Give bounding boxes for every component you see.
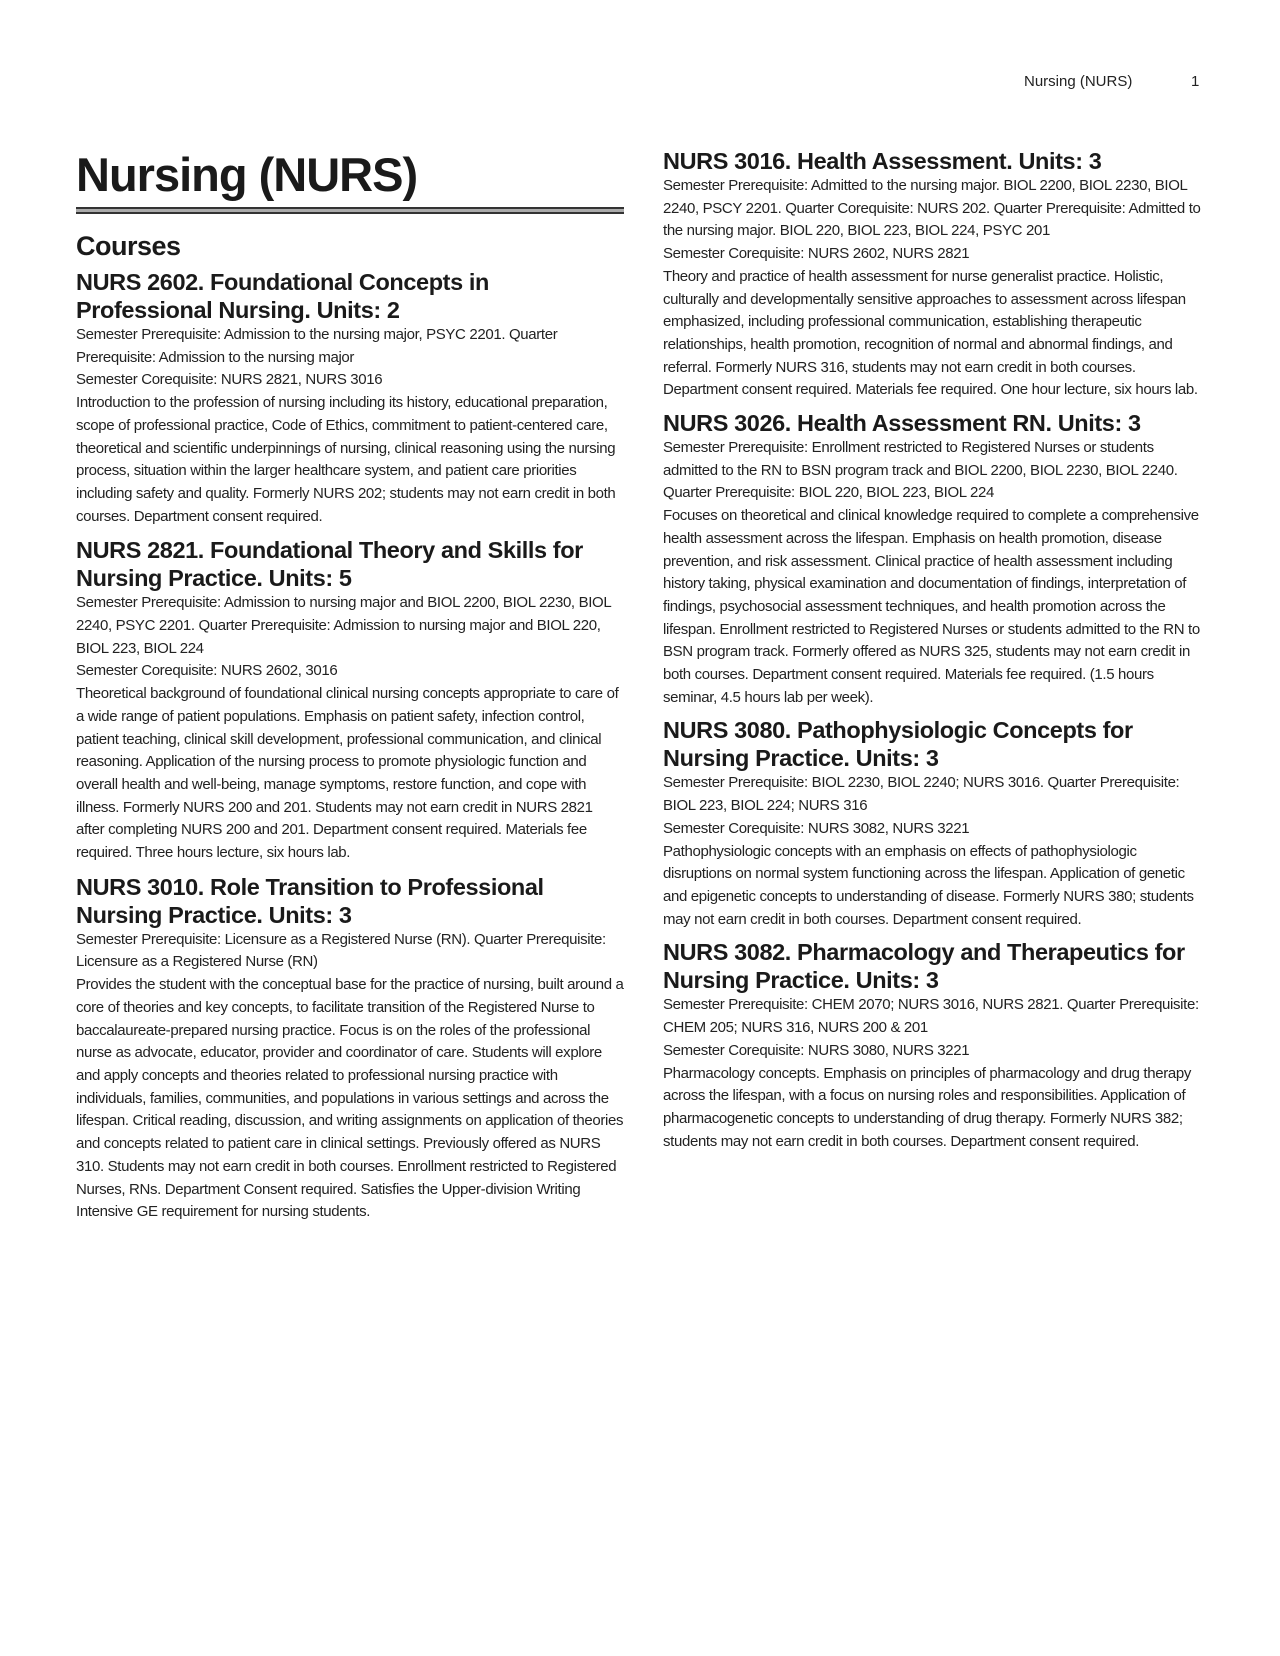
right-column [663, 147, 1203, 1160]
course-requisite: Semester Prerequisite: Enrollment restricted to Registered Nurses or students admitted to the RN to BSN program track and BIOL 2200, BIOL 2230, BIOL 2240. Quarter Prerequisite: BIOL 220, BIOL 223, BIOL 224 [663, 439, 1178, 502]
course-description: Provides the student with the conceptual base for the practice of nursing, built around a core of theories and key concepts, to facilitate transition of the Registered Nurse to baccalaureate-prepared nursing practice. Focus is on the roles of the professional nurse as advocate, educator, provider and coordinator of care. Students will explore and apply concepts and theories related to professional nursing practice with individuals, families, communities, and populations in various settings and across the lifespan. Critical reading, discussion, and writing assignments on application of theories and concepts related to patient care in clinical settings. Previously offered as NURS 310. Students may not earn credit in both courses. Enrollment restricted to Registered Nurses, RNs. Department Consent required. Satisfies the Upper-division Writing Intensive GE requirement for nursing students. [76, 976, 624, 1221]
course-requisite: Semester Corequisite: NURS 3080, NURS 3221 [663, 1041, 970, 1059]
course-requisite: Semester Prerequisite: Admission to the nursing major, PSYC 2201. Quarter Prerequisite: Admission to the nursing major [76, 326, 558, 366]
course-entry [663, 716, 1203, 931]
course-requisite: Semester Prerequisite: Admission to nursing major and BIOL 2200, BIOL 2230, BIOL 2240, PSYC 2201. Quarter Prerequisite: Admission to nursing major and BIOL 220, BIOL 223, BIOL 224 [76, 594, 611, 657]
left-column [76, 147, 624, 1232]
course-requisite: Semester Corequisite: NURS 2602, NURS 2821 [663, 245, 970, 263]
course-title: NURS 3016. Health Assessment. Units: 3 [663, 148, 1102, 174]
course-description: Theoretical background of foundational clinical nursing concepts appropriate to care of a wide range of patient populations. Emphasis on patient safety, infection control, patient teaching, clinical skill development, professional communication, and clinical reasoning. Application of the nursing process to promote physiologic function and overall health and well-being, manage symptoms, restore function, and cope with illness. Formerly NURS 200 and 201. Students may not earn credit in NURS 2821 after completing NURS 200 and 201. Department consent required. Materials fee required. Three hours lecture, six hours lab. [76, 685, 619, 862]
course-entry [76, 536, 624, 864]
course-requisite: Semester Corequisite: NURS 2602, 3016 [76, 662, 338, 680]
running-header-title: Nursing (NURS) [1024, 73, 1133, 90]
course-description: Pathophysiologic concepts with an emphasis on effects of pathophysiologic disruptions on normal system functioning across the lifespan. Application of genetic and epigenetic concepts to understanding of disease. Formerly NURS 380; students may not earn credit in both courses. Department consent required. [663, 842, 1194, 928]
course-title: NURS 3082. Pharmacology and Therapeutics for Nursing Practice. Units: 3 [663, 939, 1185, 994]
course-entry [76, 268, 624, 528]
course-title: NURS 2821. Foundational Theory and Skills for Nursing Practice. Units: 5 [76, 537, 583, 592]
page-number: 1 [1191, 73, 1200, 90]
section-title: Courses [76, 231, 181, 261]
course-requisite: Semester Prerequisite: CHEM 2070; NURS 3016, NURS 2821. Quarter Prerequisite: CHEM 205; NURS 316, NURS 200 & 201 [663, 996, 1199, 1037]
right-course-list [663, 147, 1203, 1153]
course-entry [663, 147, 1203, 402]
course-requisite: Semester Corequisite: NURS 3082, NURS 3221 [663, 819, 970, 837]
course-requisite: Semester Prerequisite: Admitted to the nursing major. BIOL 2200, BIOL 2230, BIOL 2240, PSCY 2201. Quarter Corequisite: NURS 202. Quarter Prerequisite: Admitted to the nursing major. BIOL 220, BIOL 223, BIOL 224, PSYC 201 [663, 177, 1201, 240]
course-entry [663, 938, 1203, 1153]
left-course-list [76, 268, 624, 1224]
course-description: Pharmacology concepts. Emphasis on principles of pharmacology and drug therapy across the lifespan, with a focus on nursing roles and responsibilities. Application of pharmacogenetic concepts to understanding of drug therapy. Formerly NURS 382; students may not earn credit in both courses. Department consent required. [663, 1064, 1192, 1150]
course-description: Introduction to the profession of nursing including its history, educational preparation, scope of professional practice, Code of Ethics, commitment to patient-centered care, theoretical and scientific underpinnings of nursing, clinical reasoning using the nursing process, situation within the larger healthcare system, and patient care priorities including safety and quality. Formerly NURS 202; students may not earn credit in both courses. Department consent required. [76, 394, 616, 525]
course-requisite: Semester Corequisite: NURS 2821, NURS 3016 [76, 371, 383, 389]
course-title: NURS 3080. Pathophysiologic Concepts for Nursing Practice. Units: 3 [663, 717, 1133, 772]
course-description: Theory and practice of health assessment for nurse generalist practice. Holistic, culturally and developmentally sensitive approaches to assessment across lifespan emphasized, including professional communication, establishing therapeutic relationships, health promotion, recognition of normal and abnormal findings, and referral. Formerly NURS 316, students may not earn credit in both courses. Department consent required. Materials fee required. One hour lecture, six hours lab. [663, 267, 1198, 399]
course-title: NURS 3010. Role Transition to Professional Nursing Practice. Units: 3 [76, 873, 544, 928]
page-title: Nursing (NURS) [76, 148, 418, 201]
course-requisite: Semester Prerequisite: Licensure as a Registered Nurse (RN). Quarter Prerequisite: Licensure as a Registered Nurse (RN) [76, 930, 606, 971]
course-title: NURS 3026. Health Assessment RN. Units: 3 [663, 410, 1141, 437]
course-entry [663, 409, 1203, 709]
course-requisite: Semester Prerequisite: BIOL 2230, BIOL 2240; NURS 3016. Quarter Prerequisite: BIOL 223, BIOL 224; NURS 316 [663, 774, 1180, 815]
course-title: NURS 2602. Foundational Concepts in Professional Nursing. Units: 2 [76, 269, 489, 323]
course-description: Focuses on theoretical and clinical knowledge required to complete a comprehensive health assessment across the lifespan. Emphasis on health promotion, disease prevention, and risk assessment. Clinical practice of health assessment including history taking, physical examination and documentation of findings, interpretation of findings, psychosocial assessment techniques, and health promotion across the lifespan. Enrollment restricted to Registered Nurses or students admitted to the RN to BSN program track. Formerly offered as NURS 325, students may not earn credit in both courses. Department consent required. Materials fee required. (1.5 hours seminar, 4.5 hours lab per week). [663, 507, 1200, 706]
title-rule [76, 207, 624, 214]
course-entry [76, 873, 624, 1224]
